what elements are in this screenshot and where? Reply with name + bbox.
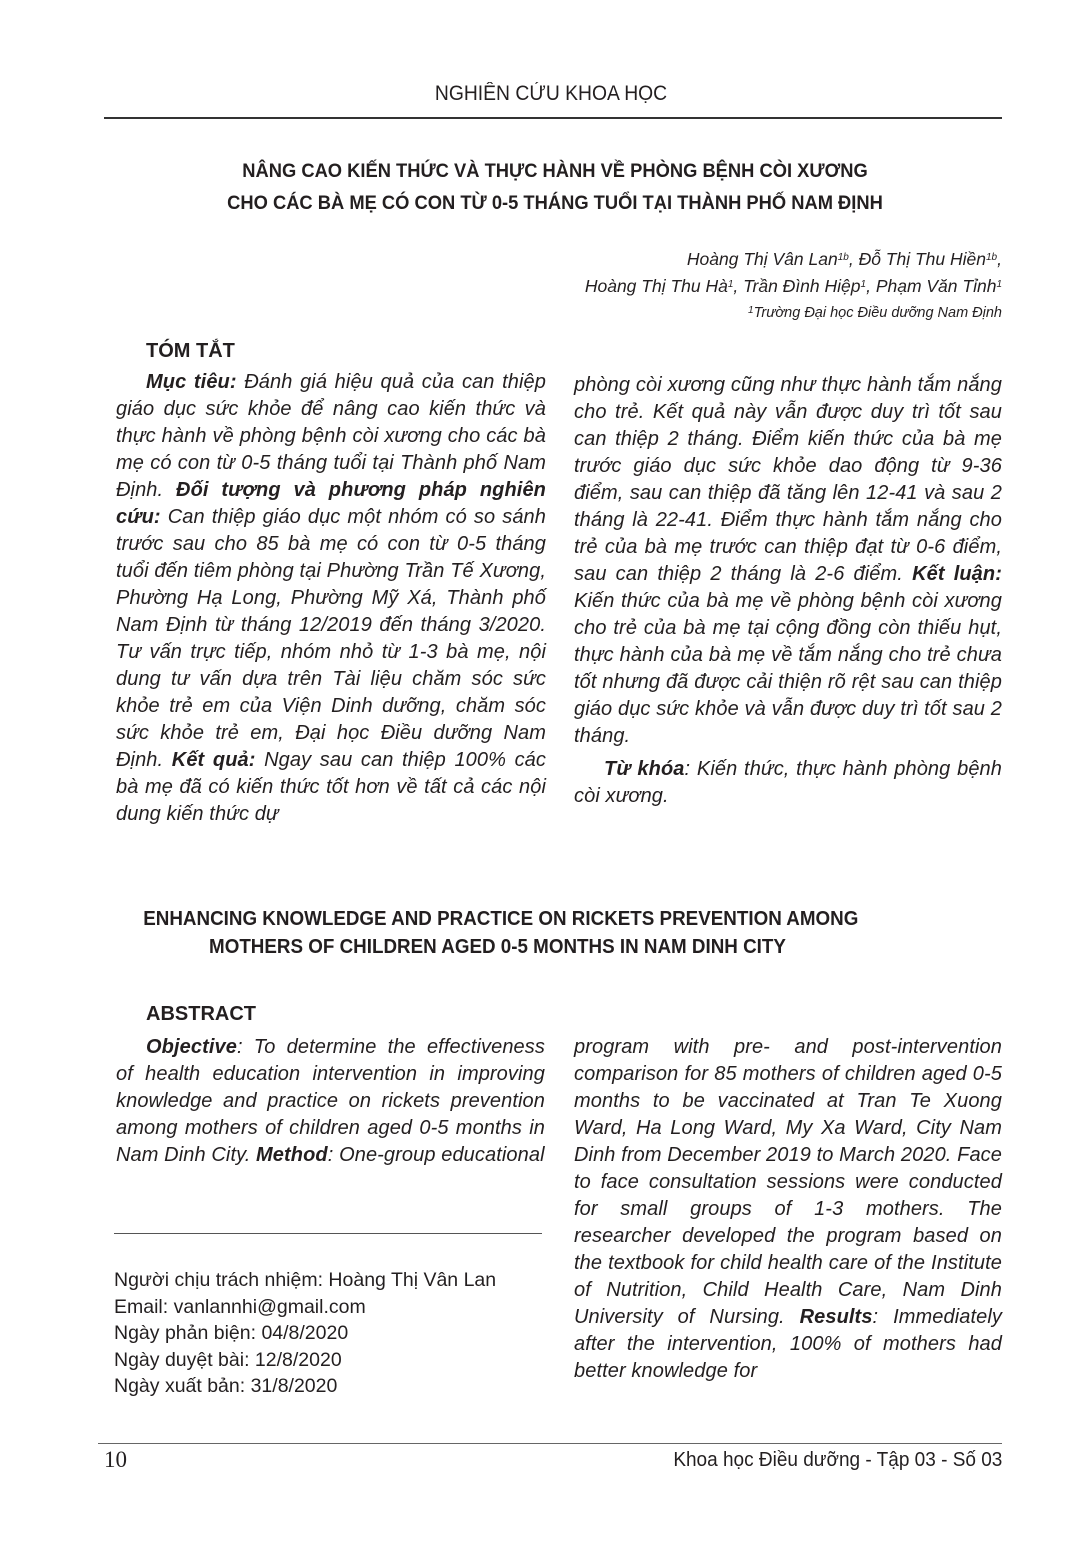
- abstract-right-column: [574, 1034, 1002, 1385]
- author-name: Trần Đình Hiệp: [743, 276, 861, 296]
- article-title-vi: [127, 155, 982, 219]
- authors-line-2: Hoàng Thị Thu $Hà^1$, Trần Đình Hiệp$^1$, Phạm Văn Tỉnh$^1$: [584, 276, 1002, 296]
- author-block: [585, 246, 1002, 326]
- approval-date: Ngày duyệt bài: 12/8/2020: [114, 1348, 342, 1371]
- author-name: Hoàng Thị Vân Lan: [686, 249, 838, 269]
- author-name: Hoàng Thị Thu Hà: [584, 276, 728, 296]
- correspondence-info: [114, 1267, 496, 1400]
- method-label-en: Method: [256, 1144, 328, 1166]
- summary-left-column: [116, 369, 546, 828]
- method-label: Đối tượng và phương pháp nghiên cứu:: [116, 479, 546, 528]
- responsible-author: Người chịu trách nhiệm: Hoàng Thị Vân Lan: [114, 1269, 497, 1291]
- email[interactable]: Email: vanlannhi@gmail.com: [114, 1295, 366, 1318]
- summary-paragraph: [116, 369, 546, 828]
- author-name: Phạm Văn Tỉnh: [875, 276, 997, 296]
- results-text: Ngay sau can thiệp 100% các bà mẹ đã có kiến thức tốt hơn về tất cả các nội dung kiến thức dự: [116, 749, 547, 825]
- author-affil-marker: 1b: [986, 252, 998, 263]
- author-affil-marker: 1: [727, 279, 734, 290]
- method-text: Can thiệp giáo dục một nhóm có so sánh trước sau cho 85 bà mẹ có con từ 0-5 tháng tuổi đến tiêm phòng tại Phường Trần Tế Xương, Phường Hạ Long, Phường Mỹ Xá, Thành phố Nam Định từ tháng 12/2019 đến tháng 3/2020. Tư vấn trực tiếp, nhóm nhỏ từ 1-3 bà mẹ, nội dung tư vấn dựa trên Tài liệu chăm sóc sức khỏe trẻ em của Viện Dinh dưỡng, chăm sóc sức khỏe trẻ em, Đại học Điều dưỡng Nam Định.: [116, 506, 546, 771]
- keywords: [574, 756, 1002, 810]
- author-affil-marker: 1: [860, 279, 867, 290]
- running-head: NGHIÊN CỨU KHOA HỌC: [434, 82, 668, 105]
- review-date: Ngày phản biện: 04/8/2020: [114, 1322, 349, 1344]
- summary-right-column: [574, 372, 1002, 810]
- header-divider: [104, 117, 1002, 119]
- conclusion-text: Kiến thức của bà mẹ về phòng bệnh còi xương cho trẻ của bà mẹ tại cộng đồng còn thiếu hụt, thực hành của bà mẹ về tắm nắng cho trẻ chưa tốt nhưng đã được cải thiện rõ rệt sau can thiệp giáo dục sức khỏe và vẫn được duy trì tốt sau 2 tháng.: [574, 590, 1002, 747]
- article-title-en: [100, 905, 1050, 961]
- objective-label: Mục tiêu:: [146, 371, 237, 393]
- title-line-2: CHO CÁC BÀ MẸ CÓ CON TỪ 0-5 THÁNG TUỔI TẠI THÀNH PHỐ NAM ĐỊNH: [227, 192, 883, 214]
- footer-divider: [98, 1443, 1002, 1444]
- abstract-heading: ABSTRACT: [146, 1003, 256, 1025]
- summary-paragraph-cont: [574, 372, 1002, 750]
- objective-text-en: : To determine the effectiveness of health education intervention in improving knowledge and practice on rickets prevention among mothers of children aged 0-5 months in Nam Dinh City.: [116, 1036, 545, 1166]
- footnote-divider: [114, 1233, 542, 1234]
- affiliation: [585, 300, 1002, 326]
- objective-text: Đánh giá hiệu quả của can thiệp giáo dục sức khỏe để nâng cao kiến thức và thực hành về phòng bệnh còi xương cho các bà mẹ có con từ 0-5 tháng tuổi tại Thành phố Nam Định.: [116, 371, 546, 501]
- affiliation-text: Trường Đại học Điều dưỡng Nam Định: [753, 305, 1002, 321]
- abstract-paragraph-cont: [574, 1034, 1002, 1385]
- abstract-paragraph: [116, 1034, 545, 1169]
- title-line-1: NÂNG CAO KIẾN THỨC VÀ THỰC HÀNH VỀ PHÒNG BỆNH CÒI XƯƠNG: [242, 160, 868, 182]
- keywords-text: : Kiến thức, thực hành phòng bệnh còi xương.: [574, 758, 1002, 807]
- en-title-line-2: MOTHERS OF CHILDREN AGED 0-5 MONTHS IN NAM DINH CITY: [209, 936, 786, 958]
- abstract-left-column: [116, 1034, 545, 1169]
- author-affil-marker: 1b: [837, 252, 849, 263]
- affil-marker: 1: [748, 305, 754, 316]
- keywords-label: Từ khóa: [604, 758, 685, 780]
- results-label: Kết quả:: [171, 749, 256, 771]
- page-number: 10: [104, 1447, 127, 1472]
- author-affil-marker: 1: [996, 279, 1002, 290]
- authors-line-1: Hoàng Thị Vân Lan$^{1b}$, Đỗ Thị Thu Hiền$^{1b}$,: [686, 249, 1002, 269]
- results-text-en: : Immediately after the intervention, 100% of mothers had better knowledge for: [574, 1306, 1002, 1382]
- results-label-en: Results: [799, 1306, 873, 1328]
- publish-date: Ngày xuất bản: 31/8/2020: [114, 1375, 338, 1397]
- objective-label-en: Objective: [146, 1036, 237, 1058]
- journal-name: Khoa học Điều dưỡng - Tập 03 - Số 03: [672, 1449, 1002, 1471]
- results-text-cont: phòng còi xương cũng như thực hành tắm nắng cho trẻ. Kết quả này vẫn được duy trì tốt sau can thiệp 2 tháng. Điểm kiến thức của bà mẹ trước giáo dục sức khỏe dao động từ 9-36 điểm, sau can thiệp đã tăng lên 12-41 và sau 2 tháng là 22-41. Điểm thực hành tắm nắng cho trẻ của bà mẹ trước can thiệp đạt từ 0-6 điểm, sau can thiệp 2 tháng là 2-6 điểm.: [574, 374, 1002, 585]
- method-text-en: : One-group educational: [327, 1144, 545, 1166]
- conclusion-label: Kết luận:: [912, 563, 1002, 585]
- method-text-en-cont: program with pre- and post-intervention comparison for 85 mothers of children aged 0-5 months to be vaccinated at Tran Te Xuong Ward, Ha Long Ward, My Xa Ward, City Nam Dinh from December 2019 to March 2020. Face to face consultation sessions were conducted for small groups of 1-3 mothers. The researcher developed the program based on the textbook for child health care of the Institute of Nutrition, Child Health Care, Nam Dinh University of Nursing.: [574, 1036, 1002, 1328]
- author-name: Đỗ Thị Thu Hiền: [858, 249, 986, 269]
- summary-heading: TÓM TẮT: [146, 340, 235, 362]
- en-title-line-1: ENHANCING KNOWLEDGE AND PRACTICE ON RICKETS PREVENTION AMONG: [143, 908, 859, 930]
